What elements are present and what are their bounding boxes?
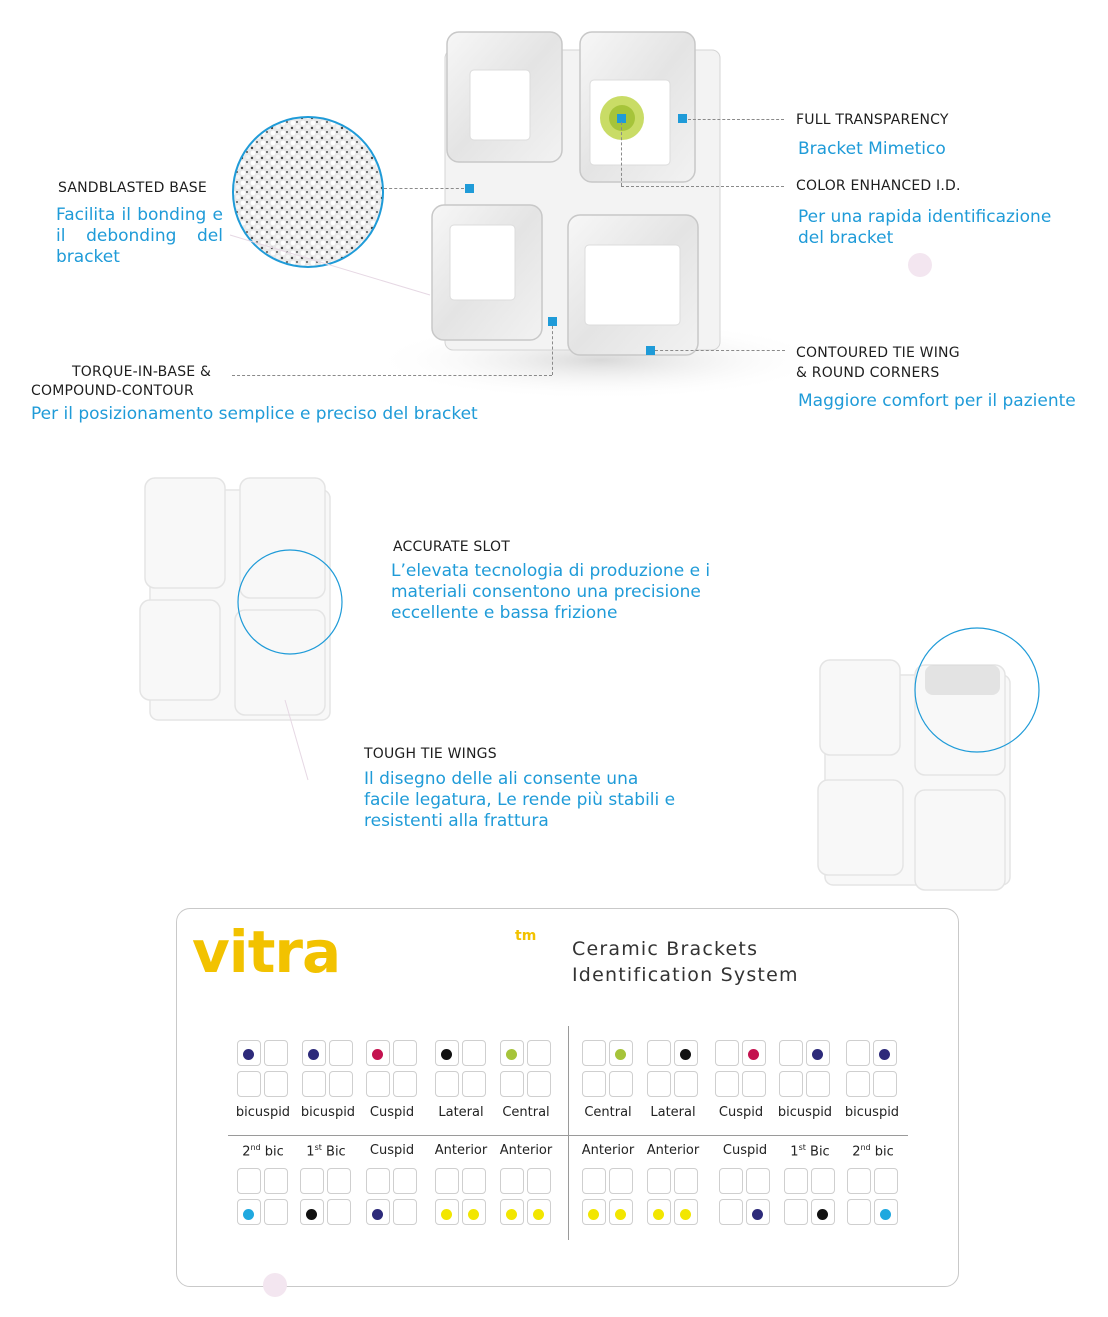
lower-tooth-label: 2nd bic	[242, 1143, 284, 1160]
leader-sandblasted	[384, 188, 464, 189]
color-id-dot	[506, 1209, 517, 1220]
lower-tooth-10	[847, 1168, 899, 1226]
bracket-cell	[527, 1071, 551, 1097]
bracket-cell	[647, 1040, 671, 1066]
system-title-line-1: Ceramic Brackets	[572, 938, 759, 960]
bracket-cell	[264, 1199, 288, 1225]
bracket-cell	[779, 1040, 803, 1066]
tough-tie-title: TOUGH TIE WINGS	[364, 746, 497, 762]
bracket-cell	[784, 1168, 808, 1194]
upper-tooth-8	[715, 1040, 767, 1098]
lower-tooth-2	[300, 1168, 352, 1226]
pink-decoration	[0, 0, 1, 1]
leader-torque-h	[232, 375, 552, 376]
bracket-cell	[462, 1168, 486, 1194]
upper-tooth-4	[435, 1040, 487, 1098]
bracket-cell	[715, 1040, 739, 1066]
torque-title-1: TORQUE-IN-BASE &	[72, 364, 212, 380]
bracket-cell	[527, 1168, 551, 1194]
lower-tooth-label: 1st Bic	[790, 1143, 830, 1160]
leader-torque-v	[552, 326, 553, 375]
bracket-cell	[582, 1040, 606, 1066]
lower-tooth-label: Cuspid	[722, 1143, 768, 1158]
color-id-dot	[653, 1209, 664, 1220]
leader-full-transparency	[688, 119, 784, 120]
accurate-slot-title: ACCURATE SLOT	[393, 539, 510, 555]
marker-contoured	[646, 346, 655, 355]
bracket-cell	[393, 1071, 417, 1097]
bracket-cell	[746, 1168, 770, 1194]
vertical-divider	[568, 1026, 569, 1240]
color-id-dot	[812, 1049, 823, 1060]
upper-tooth-label: Lateral	[650, 1105, 696, 1120]
leader-color-id-v	[621, 122, 622, 186]
trademark: tm	[515, 928, 537, 944]
marker-torque	[548, 317, 557, 326]
sandblasted-title: SANDBLASTED BASE	[58, 180, 207, 196]
bracket-cell	[264, 1040, 288, 1066]
bracket-cell	[582, 1071, 606, 1097]
bracket-cell	[846, 1071, 870, 1097]
color-id-dot	[308, 1049, 319, 1060]
torque-desc: Per il posizionamento semplice e preciso del bracket	[31, 404, 478, 424]
bracket-cell	[647, 1071, 671, 1097]
horizontal-divider	[228, 1135, 908, 1136]
color-id-dot	[506, 1049, 517, 1060]
accurate-slot-desc: L’elevata tecnologia di produzione e i materiali consentono una precisione eccellente e bassa frizione	[391, 561, 711, 623]
contoured-title-2: & ROUND CORNERS	[796, 365, 940, 381]
lower-tooth-9	[784, 1168, 836, 1226]
upper-tooth-label: bicuspid	[300, 1105, 356, 1120]
bracket-cell	[582, 1168, 606, 1194]
lower-tooth-6	[582, 1168, 634, 1226]
bracket-cell	[237, 1168, 261, 1194]
bracket-cell	[719, 1199, 743, 1225]
color-id-dot	[680, 1049, 691, 1060]
upper-tooth-2	[302, 1040, 354, 1098]
bracket-cell	[609, 1071, 633, 1097]
bracket-cell	[527, 1040, 551, 1066]
lower-tooth-8	[719, 1168, 771, 1226]
tough-tie-desc: Il disegno delle ali consente una facile legatura, Le rende più stabili e resistenti alla frattura	[364, 769, 676, 831]
upper-tooth-label: Central	[502, 1105, 550, 1120]
marker-sandblasted	[465, 184, 474, 193]
lower-tooth-1	[237, 1168, 289, 1226]
bracket-cell	[846, 1040, 870, 1066]
bracket-cell	[300, 1168, 324, 1194]
bracket-cell	[500, 1168, 524, 1194]
bracket-cell	[742, 1071, 766, 1097]
color-id-dot	[615, 1049, 626, 1060]
bracket-cell	[779, 1071, 803, 1097]
bracket-cell	[784, 1199, 808, 1225]
bracket-cell	[327, 1168, 351, 1194]
bracket-cell	[715, 1071, 739, 1097]
bracket-cell	[393, 1168, 417, 1194]
lower-tooth-label: Anterior	[581, 1143, 635, 1158]
bracket-cell	[329, 1040, 353, 1066]
bracket-cell	[264, 1168, 288, 1194]
bracket-cell	[264, 1071, 288, 1097]
color-id-dot	[879, 1049, 890, 1060]
upper-tooth-label: Lateral	[438, 1105, 484, 1120]
bracket-cell	[647, 1168, 671, 1194]
torque-title-2: COMPOUND-CONTOUR	[31, 383, 194, 399]
upper-tooth-1	[237, 1040, 289, 1098]
color-id-dot	[468, 1209, 479, 1220]
bracket-cell	[366, 1071, 390, 1097]
upper-tooth-6	[582, 1040, 634, 1098]
bracket-cell	[874, 1168, 898, 1194]
bracket-cell	[609, 1168, 633, 1194]
bracket-cell	[366, 1168, 390, 1194]
bracket-cell	[847, 1199, 871, 1225]
bracket-cell	[302, 1071, 326, 1097]
leader-contoured	[655, 350, 785, 351]
upper-tooth-label: bicuspid	[844, 1105, 900, 1120]
full-transparency-desc: Bracket Mimetico	[798, 139, 946, 159]
upper-tooth-label: bicuspid	[777, 1105, 833, 1120]
upper-tooth-label: Central	[584, 1105, 632, 1120]
color-id-dot	[817, 1209, 828, 1220]
color-id-dot	[372, 1209, 383, 1220]
upper-tooth-10	[846, 1040, 898, 1098]
upper-tooth-label: Cuspid	[718, 1105, 764, 1120]
bracket-cell	[327, 1199, 351, 1225]
bracket-cell	[435, 1071, 459, 1097]
lower-tooth-7	[647, 1168, 699, 1226]
lower-tooth-label: Anterior	[499, 1143, 553, 1158]
sandblasted-desc: Facilita il bonding e il debonding del bracket	[56, 205, 223, 267]
system-title-line-2: Identification System	[572, 964, 799, 986]
color-id-dot	[752, 1209, 763, 1220]
vitra-logo: vitra	[192, 918, 341, 986]
lower-tooth-label: Anterior	[646, 1143, 700, 1158]
color-id-dot	[441, 1049, 452, 1060]
color-id-dot	[588, 1209, 599, 1220]
bracket-cell	[674, 1071, 698, 1097]
color-id-dot	[533, 1209, 544, 1220]
color-enhanced-desc: Per una rapida identificazione del bracket	[798, 207, 1052, 248]
bracket-cell	[393, 1040, 417, 1066]
upper-tooth-5	[500, 1040, 552, 1098]
contoured-title-1: CONTOURED TIE WING	[796, 345, 960, 361]
upper-tooth-7	[647, 1040, 699, 1098]
color-id-dot	[748, 1049, 759, 1060]
bracket-cell	[500, 1071, 524, 1097]
color-id-dot	[680, 1209, 691, 1220]
color-id-dot	[615, 1209, 626, 1220]
color-id-dot	[306, 1209, 317, 1220]
color-enhanced-title: COLOR ENHANCED I.D.	[796, 178, 961, 194]
bracket-cell	[847, 1168, 871, 1194]
bracket-cell	[462, 1071, 486, 1097]
upper-tooth-3	[366, 1040, 418, 1098]
color-id-dot	[372, 1049, 383, 1060]
lower-tooth-label: 2nd bic	[852, 1143, 894, 1160]
lower-tooth-label: 1st Bic	[306, 1143, 346, 1160]
upper-tooth-label: bicuspid	[235, 1105, 291, 1120]
bracket-cell	[719, 1168, 743, 1194]
lower-tooth-5	[500, 1168, 552, 1226]
bracket-cell	[674, 1168, 698, 1194]
bracket-cell	[393, 1199, 417, 1225]
upper-tooth-label: Cuspid	[369, 1105, 415, 1120]
leader-color-id-h	[621, 186, 784, 187]
full-transparency-title: FULL TRANSPARENCY	[796, 112, 949, 128]
color-id-dot	[441, 1209, 452, 1220]
color-id-dot	[880, 1209, 891, 1220]
upper-tooth-9	[779, 1040, 831, 1098]
color-id-dot	[243, 1209, 254, 1220]
lower-tooth-label: Anterior	[434, 1143, 488, 1158]
marker-full-transparency	[678, 114, 687, 123]
lower-tooth-label: Cuspid	[369, 1143, 415, 1158]
bracket-cell	[873, 1071, 897, 1097]
bracket-cell	[435, 1168, 459, 1194]
bracket-cell	[329, 1071, 353, 1097]
color-id-dot	[243, 1049, 254, 1060]
bracket-cell	[811, 1168, 835, 1194]
bracket-cell	[806, 1071, 830, 1097]
contoured-desc: Maggiore comfort per il paziente	[798, 391, 1076, 411]
lower-tooth-3	[366, 1168, 418, 1226]
bracket-cell	[462, 1040, 486, 1066]
lower-tooth-4	[435, 1168, 487, 1226]
bracket-cell	[237, 1071, 261, 1097]
